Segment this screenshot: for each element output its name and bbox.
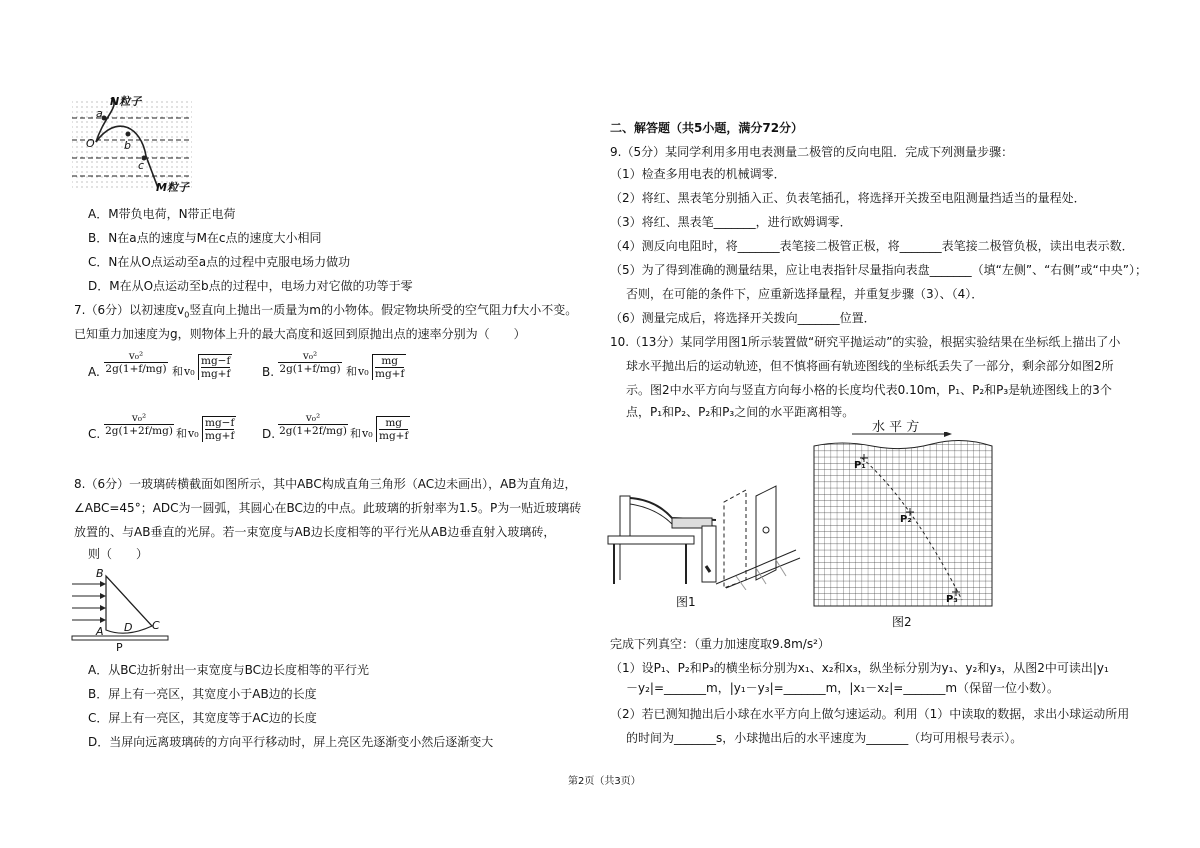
q7-line2: 已知重力加速度为g，则物体上升的最大高度和返回到原抛出点的速率分别为（ ） [74, 327, 526, 341]
label-d: D [124, 621, 133, 634]
q7-b-den: 2g(1+f/mg) [279, 363, 341, 375]
q7-d-rad-top: mg [379, 417, 408, 430]
q7-b-sqrt [372, 354, 406, 380]
q7-line1-text: 7.（6分）以初速度v [74, 303, 185, 317]
q7-a-label: A. [88, 365, 100, 379]
q10-fill-instruction: 完成下列真空：（重力加速度取9.8m/s²） [610, 637, 830, 651]
q10-sub1-line-b: －y₂|=_______m，|y₁－y₃|=_______m，|x₁－x₂|=_______m（保留一位小数）。 [626, 681, 1060, 695]
q9-line6: （6）测量完成后，将选择开关拨向_______位置． [610, 311, 876, 325]
q8-line3: 放置的、与AB垂直的光屏。若一束宽度与AB边长度相等的平行光从AB边垂直射入玻璃砖， [74, 525, 556, 539]
q7-option-a [88, 348, 258, 398]
q7-d-den: 2g(1+2f/mg) [279, 425, 347, 437]
n-particle-label: N粒子 [110, 95, 142, 108]
q7-option-b [262, 348, 432, 398]
point-a-label: a [96, 107, 103, 120]
q10-line3: 示。图2中水平方向与竖直方向每小格的长度均代表0.10m，P₁、P₂和P₃是轨迹图线上的3个 [626, 383, 1112, 397]
q6-option-d: D．M在从O点运动至b点的过程中，电场力对它做的功等于零 [88, 279, 413, 293]
q10-sub2-line-a: （2）若已测知抛出后小球在水平方向上做匀速运动。利用（1）中读取的数据，求出小球运动所用 [610, 707, 1130, 721]
q9-line1: （1）检查多用电表的机械调零． [610, 167, 786, 181]
q7-c-sqrt [202, 416, 236, 442]
label-b: B [96, 567, 104, 580]
q10-line1: 10.（13分）某同学用图1所示装置做“研究平抛运动”的实验，根据实验结果在坐标纸上描出了小 [610, 335, 1121, 349]
label-a: A [96, 625, 104, 638]
section-2-heading: 二、解答题（共5小题，满分72分） [610, 121, 804, 135]
q7-line1 [74, 302, 577, 323]
p1-label: P₁ [854, 460, 866, 471]
q7-a-v0: v₀ [184, 365, 195, 378]
q8-option-c: C．屏上有一亮区，其宽度等于AC边的长度 [88, 711, 317, 725]
q8-option-d: D．当屏向远离玻璃砖的方向平行移动时，屏上亮区先逐渐变小然后逐渐变大 [88, 735, 494, 749]
page-footer: 第2页（共3页） [568, 776, 641, 787]
q10-line2: 球水平抛出后的运动轨迹，但不慎将画有轨迹图线的坐标纸丢失了一部分，剩余部分如图2所 [626, 359, 1114, 373]
q7-a-fraction [104, 350, 168, 375]
figure-1-apparatus [606, 480, 802, 612]
q10-line4: 点，P₁和P₂、P₂和P₃之间的水平距离相等。 [626, 405, 855, 419]
q7-d-and: 和 [350, 427, 361, 440]
q7-c-v0: v₀ [188, 427, 199, 440]
q7-d-sqrt [376, 416, 410, 442]
q6-option-b: B．N在a点的速度与M在c点的速度大小相同 [88, 231, 322, 245]
q7-b-v0: v₀ [358, 365, 369, 378]
horizontal-direction-label: 水 平 方 [872, 420, 920, 435]
q7-option-c [88, 410, 258, 460]
label-p: P [116, 641, 123, 654]
q7-c-and: 和 [176, 427, 187, 440]
q9-line0: 9.（5分）某同学利用多用电表测量二极管的反向电阻．完成下列测量步骤： [610, 145, 1014, 159]
q8-option-a: A．从BC边折射出一束宽度与BC边长度相等的平行光 [88, 663, 370, 677]
q7-d-num: v₀² [278, 412, 348, 425]
q7-c-den: 2g(1+2f/mg) [105, 425, 173, 437]
q8-line1: 8.（6分）一玻璃砖横截面如图所示，其中ABC构成直角三角形（AC边未画出），AB为直角边， [74, 477, 577, 491]
q10-sub1-line-a: （1）设P₁、P₂和P₃的横坐标分别为x₁、x₂和x₃，纵坐标分别为y₁、y₂和y₃，从图2中可读出|y₁ [610, 661, 1109, 675]
q8-option-b: B．屏上有一亮区，其宽度小于AB边的长度 [88, 687, 317, 701]
q7-b-fraction [278, 350, 342, 375]
q7-a-num: v₀² [104, 350, 168, 363]
label-c: C [152, 619, 160, 632]
q6-option-c: C．N在从O点运动至a点的过程中克服电场力做功 [88, 255, 351, 269]
point-c-label: c [138, 159, 145, 172]
q8-line2: ∠ABC=45°；ADC为一圆弧，其圆心在BC边的中点。此玻璃的折射率为1.5。P为一贴近玻璃砖 [74, 501, 582, 515]
q10-sub2-line-b: 的时间为_______s，小球抛出后的水平速度为_______（均可用根号表示）。 [626, 731, 1023, 745]
p2-label: P₂ [900, 514, 912, 525]
q7-b-rad-top: mg [375, 355, 404, 368]
point-o-label: O [86, 137, 95, 150]
q7-b-label: B. [262, 365, 275, 379]
q8-line4: 则（ ） [88, 547, 149, 561]
q9-line3: （3）将红、黑表笔_______，进行欧姆调零． [610, 215, 852, 229]
q7-b-rad-bot: mg+f [375, 368, 405, 380]
glass-brick-figure [66, 566, 176, 652]
q7-v0-sub: 0 [184, 310, 190, 320]
q7-d-label: D. [262, 427, 276, 441]
q7-d-v0: v₀ [362, 427, 373, 440]
q7-c-rad-bot: mg+f [205, 430, 235, 442]
q9-line2: （2）将红、黑表笔分别插入正、负表笔插孔，将选择开关拨至电阻测量挡适当的量程处． [610, 191, 1086, 205]
particle-trajectory-figure [66, 96, 216, 196]
q7-a-and: 和 [172, 365, 183, 378]
q7-d-rad-bot: mg+f [379, 430, 409, 442]
q9-line5b: 否则，在可能的条件下，应重新选择量程，并重复步骤（3）、（4）． [626, 287, 984, 301]
m-particle-label: M粒子 [156, 181, 189, 194]
q7-line1-rest: 竖直向上抛出一质量为m的小物体。假定物块所受的空气阻力f大小不变。 [189, 303, 578, 317]
q7-a-rad-bot: mg+f [201, 368, 231, 380]
q7-option-d [262, 410, 432, 460]
q9-line5: （5）为了得到准确的测量结果，应让电表指针尽量指向表盘_______（填“左侧”、“右侧”或“中央”）； [610, 263, 1147, 277]
q7-b-num: v₀² [278, 350, 342, 363]
q7-a-sqrt [198, 354, 232, 380]
q7-d-fraction [278, 412, 348, 437]
q6-option-a: A．M带负电荷，N带正电荷 [88, 207, 236, 221]
apparatus-drawing [606, 480, 802, 590]
q7-c-num: v₀² [104, 412, 174, 425]
figure-2-grid [812, 418, 994, 632]
q9-line4: （4）测反向电阻时，将_______表笔接二极管正极，将_______表笔接二极管负极，读出电表示数． [610, 239, 1134, 253]
point-b-label: b [124, 139, 131, 152]
q7-b-and: 和 [346, 365, 357, 378]
q7-a-rad-top: mg−f [201, 355, 231, 367]
p3-label: P₃ [946, 594, 958, 605]
figure-1-caption: 图1 [676, 595, 696, 609]
q7-c-rad-top: mg−f [205, 417, 235, 429]
q7-c-fraction [104, 412, 174, 437]
q7-c-label: C. [88, 427, 101, 441]
figure-2-caption: 图2 [892, 615, 912, 629]
q7-a-den: 2g(1+f/mg) [105, 363, 167, 375]
